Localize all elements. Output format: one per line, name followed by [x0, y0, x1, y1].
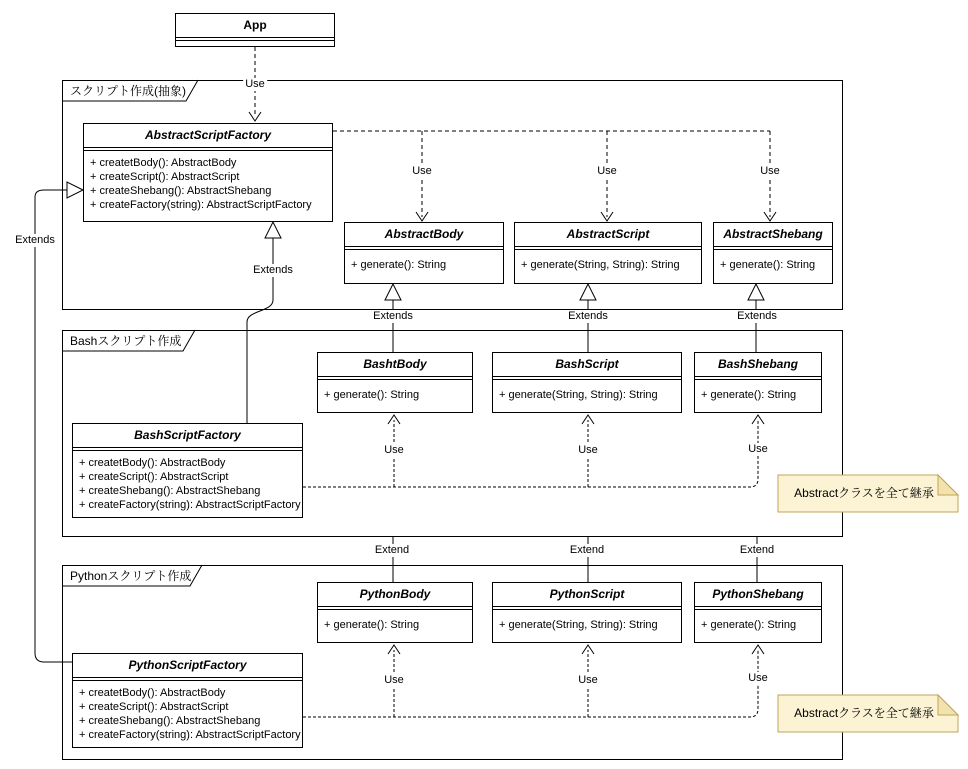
extends-label: Extends [373, 310, 413, 322]
class-title: PythonBody [318, 583, 472, 607]
extend-label: Extend [569, 544, 605, 556]
class-abstract-script-factory [83, 123, 333, 222]
use-label: Use [384, 674, 404, 686]
use-arrowhead [388, 415, 400, 424]
frame-label-python: Pythonスクリプト作成 [70, 569, 192, 583]
extend-label: Extend [374, 544, 410, 556]
class-method: + createFactory(string): AbstractScriptFactory [90, 199, 312, 211]
extends-triangle [67, 182, 83, 198]
class-method: + generate(String, String): String [499, 389, 658, 401]
class-method: + createFactory(string): AbstractScriptFactory [79, 499, 301, 511]
extend-label: Extend [739, 544, 775, 556]
use-label: Use [748, 443, 768, 455]
extends-label: Extends [15, 234, 55, 246]
class-title: AbstractShebang [714, 223, 832, 247]
use-label: Use [245, 78, 265, 90]
class-method: + createtBody(): AbstractBody [79, 687, 226, 699]
class-method: + generate(): String [351, 259, 447, 271]
class-title: PythonScriptFactory [73, 654, 302, 678]
class-title: AbstractBody [345, 223, 503, 247]
note-bash-inherit: Abstractクラスを全て継承 [794, 486, 934, 500]
use-label: Use [760, 165, 780, 177]
class-abstract-body [344, 222, 504, 284]
class-python-script [492, 582, 682, 643]
class-title: BashScriptFactory [73, 424, 302, 448]
extends-label: Extends [568, 310, 608, 322]
class-title: BashtBody [318, 353, 472, 377]
class-python-shebang [694, 582, 822, 643]
class-title: AbstractScript [515, 223, 701, 247]
class-title: BashShebang [695, 353, 821, 377]
use-label: Use [578, 674, 598, 686]
class-method: + generate(): String [701, 389, 797, 401]
class-title: App [176, 14, 334, 38]
class-method: + generate(): String [324, 389, 420, 401]
note-python-inherit: Abstractクラスを全て継承 [794, 706, 934, 720]
class-app [175, 13, 335, 47]
use-label: Use [412, 165, 432, 177]
use-line-pythonfactory-to-pythonshebang [303, 650, 758, 717]
use-arrowhead [388, 645, 400, 654]
class-method: + createtBody(): AbstractBody [79, 457, 226, 469]
class-method: + generate(): String [701, 619, 797, 631]
class-abstract-script [514, 222, 702, 284]
class-python-body [317, 582, 473, 643]
class-method: + generate(): String [720, 259, 816, 271]
class-title: AbstractScriptFactory [84, 124, 332, 148]
use-label: Use [578, 444, 598, 456]
class-method: + generate(String, String): String [499, 619, 658, 631]
class-method: + generate(): String [324, 619, 420, 631]
class-method: + createFactory(string): AbstractScriptFactory [79, 729, 301, 741]
use-arrowhead [582, 645, 594, 654]
class-title: PythonShebang [695, 583, 821, 607]
use-label: Use [748, 672, 768, 684]
extends-triangle [385, 284, 401, 300]
class-abstract-shebang [713, 222, 833, 284]
frame-label-abstract: スクリプト作成(抽象) [70, 84, 186, 98]
use-label: Use [384, 444, 404, 456]
extends-label: Extends [737, 310, 777, 322]
class-method: + createtBody(): AbstractBody [90, 157, 237, 169]
extends-line-pythonfactory [35, 190, 72, 662]
class-basht-body [317, 352, 473, 413]
extends-triangle [580, 284, 596, 300]
class-method: + generate(String, String): String [521, 259, 680, 271]
class-bash-script-factory [72, 423, 303, 518]
class-bash-shebang [694, 352, 822, 413]
class-title: PythonScript [493, 583, 681, 607]
class-title: BashScript [493, 353, 681, 377]
class-method: + createShebang(): AbstractShebang [79, 715, 261, 727]
class-method: + createScript(): AbstractScript [79, 471, 229, 483]
class-method: + createScript(): AbstractScript [79, 701, 229, 713]
extends-triangle [265, 222, 281, 238]
use-line-bashfactory-to-bashshebang [303, 420, 758, 487]
class-method: + createScript(): AbstractScript [90, 171, 240, 183]
class-method: + createShebang(): AbstractShebang [90, 185, 272, 197]
extends-label: Extends [253, 264, 293, 276]
use-label: Use [597, 165, 617, 177]
class-method: + createShebang(): AbstractShebang [79, 485, 261, 497]
class-bash-script [492, 352, 682, 413]
extends-triangle [748, 284, 764, 300]
frame-label-bash: Bashスクリプト作成 [70, 334, 182, 348]
use-arrowhead [582, 415, 594, 424]
separator [176, 38, 334, 41]
class-python-script-factory [72, 653, 303, 748]
